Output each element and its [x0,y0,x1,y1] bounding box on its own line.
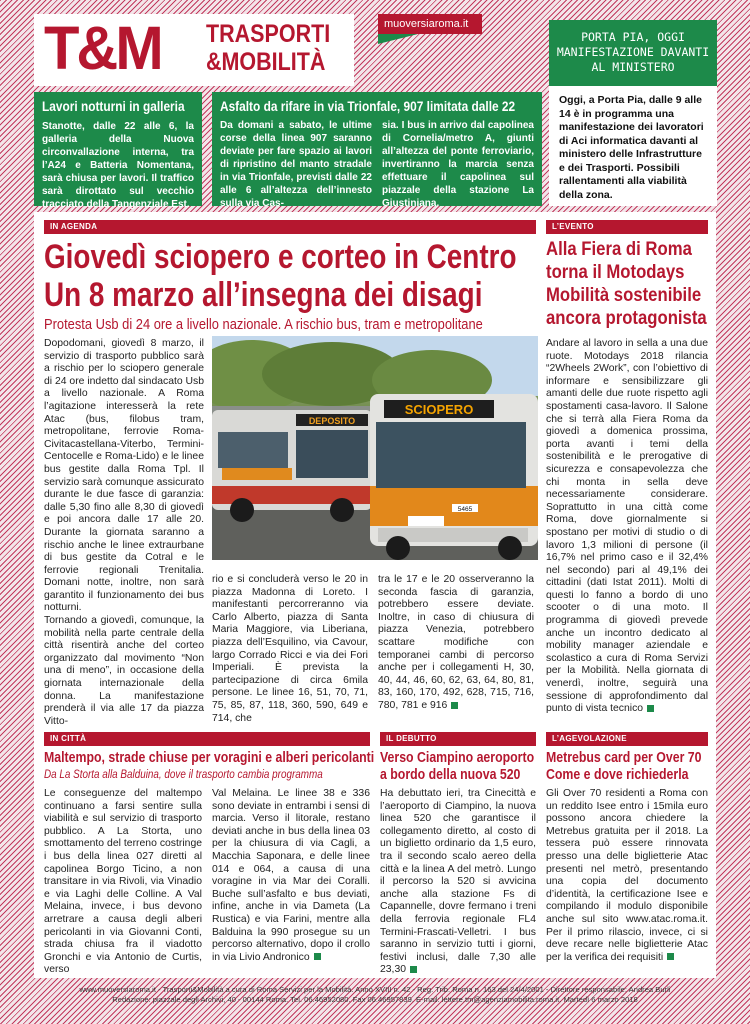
lead-column-3 [378,574,534,713]
section-bar-debutto: IL DEBUTTO [380,732,536,746]
bus-number: 5465 [457,506,473,513]
porta-pia-title: PORTA PIA, OGGI MANIFESTAZIONE DAVANTI AL MINISTERO [549,20,717,86]
debutto-headline-2: a bordo della nuova 520 [380,767,521,783]
footer-line-1: www.muoversiaroma.it - Trasporti&Mobilità a cura di Roma Servizi per la Mobilità. Anno XVIII n. 42 - Reg. Trib. Roma n. 163 del 24/4/2001 - Direttore responsabile: Andrea Burli [79,985,671,994]
lead-headline-2: Un 8 marzo all’insegna dei disagi [44,276,483,314]
citta-column-2 [212,788,370,964]
end-mark-icon [314,953,321,960]
bus-photo [212,336,538,560]
trionfale-title: Asfalto da rifare in via Trionfale, 907 limitata dalle 22 [220,99,516,114]
footer-line-2: Redazione: piazzale degli Archivi, 40 - 00144 Roma. Tel. 06.46952080. Fax 06.46957839. E-mail: lettere.tm@agenziamobilita.roma.it. Martedì 6 marzo 2018 [112,995,638,1004]
porta-pia-text: Oggi, a Porta Pia, dalle 9 alle 14 è in programma una manifestazione dei lavoratori di Aci informatica davanti al ministero delle Infrastrutture e dei Trasporti. Possibili rallentamenti alla viabilità della zona. [559,94,704,201]
bus-illustration [212,336,538,560]
logo-tm: T&M [44,14,161,83]
galleria-title: Lavori notturni in galleria [42,99,185,114]
citta-col2-text: Val Melaina. Le linee 38 e 336 sono deviate in entrambi i sensi di marcia. Verso il litorale, restano deviati anche in bus della linea 03 per la chiusura di via Cagli, a Macchia Saponara, e delle linee 014 e 064, a causa di una voragine in via Mar dei Coralli. Buche sull’asfalto e bus deviati, infine, anche in via Dameta (La Rustica) e via Farini, mentre alla Balduina la 990 prosegue su un percorso alternativo, dopo il crollo in via Livio Andronico [212,788,370,963]
trionfale-text-col1: Da domani a sabato, le ultime corse della linea 907 saranno deviate per fare spazio ai lavori di ripristino del manto stradale in via Trionfale, previsti dalle 22 alle 6 all’altezza dell’innesto sulla via Cas- [220,120,372,209]
evento-headline: Alla Fiera di Roma torna il Motodays Mobilità sostenibile ancora protagonista [546,239,707,329]
bus-front [370,394,538,560]
logo-line-1: TRASPORTI [206,20,331,48]
lead-col1-text: Dopodomani, giovedì 8 marzo, il servizio di trasporto pubblico sarà a rischio per lo sciopero generale di 24 ore indetto dal sindacato Usb a livello nazionale. A Roma l’agitazione interesserà la rete Atac (bus, filobus tram, metropolitane, ferrovie Roma-Civitacastellana-Viterbo, Termini-Centocelle e Roma-Lido) e le linee bus gestite dalla Roma Tpl. Il servizio sarà comunque assicurato durante le due fasce di garanzia: dalle 5,30 fino alle 8,30 di giovedì e poi ancora dalle 17 alle 20. Durante la giornata saranno a rischio anche le linee extraurbane di bus gestite da Cotral e le ferrovie regionali Trenitalia. Domani notte, inoltre, non sarà garantito il funzionamento dei bus notturni. [44,338,205,614]
galleria-text: Stanotte, dalle 22 alle 6, la galleria della Nuova circonvallazione interna, tra l’A24 e Batteria Nomentana, sarà chiusa per lavori. Il traffico sarà dirottato sul vecchio tracciato della Tangenziale Est. [42,121,194,210]
masthead-logo [34,14,354,86]
site-url-tag[interactable]: muoversiaroma.it [378,14,482,34]
end-mark-icon [451,702,458,709]
end-mark-icon [410,966,417,973]
agevolazione-headline-2: Come e dove richiederla [546,767,689,783]
agevolazione-text [546,788,708,964]
agevolazione-headline-1: Metrebus card per Over 70 [546,750,702,766]
end-mark-icon [667,953,674,960]
section-bar-citta: IN CITTÀ [44,732,370,746]
trionfale-box [212,92,542,209]
trionfale-text-col2: sia. I bus in arrivo dal capolinea di Cornelia/metro A, giunti all’altezza del ponte ferroviario, invertiranno la marcia senza effettuare il capolinea sul piazzale della stazione La Giustiniana. [382,120,534,209]
section-bar-agenda: IN AGENDA [44,220,536,234]
lead-column-1 [44,338,204,728]
end-mark-icon [647,705,654,712]
debutto-headline-1: Verso Ciampino aeroporto [380,750,535,766]
lead-col1b-text: Tornando a giovedì, comunque, la mobilità nella parte centrale della città risentirà anche del corteo organizzato dal movimento “Non una di meno”, in occasione della giornata internazionale della donna. La manifestazione prenderà il via alle 17 da piazza Vitto- [44,615,204,727]
galleria-box [34,92,202,210]
citta-headline: Maltempo, strade chiuse per voragini e alberi pericolanti [44,750,375,766]
bus-back [212,410,372,522]
bus-sign-front: SCIOPERO [404,402,474,417]
lead-col3-text: tra le 17 e le 20 osserveranno la seconda fascia di garanzia, potrebbero essere deviate. Inoltre, in caso di chiusura di piazza Venezia, potrebbero scattare modifiche con temporanei cambi di percorso anche per i collegamenti H, 30, 40, 44, 46, 60, 62, 63, 64, 80, 81, 83, 160, 170, 492, 628, 715, 716, 780, 781 e 916 [378,574,534,711]
porta-pia-box [549,20,717,206]
logo-line-2: &MOBILITÀ [206,48,326,76]
debutto-text [380,788,536,977]
citta-subhead: Da La Storta alla Balduina, dove il trasporto cambia programma [44,769,323,781]
section-bar-agevolazione: L’AGEVOLAZIONE [546,732,708,746]
section-bar-evento: L’EVENTO [546,220,708,234]
lead-column-2: rio e si concluderà verso le 20 in piazza Madonna di Loreto. I manifestanti percorreranno via Carlo Alberto, piazza di Santa Maria Maggiore, via Liberiana, piazza dell’Esquilino, via Cavour, largo Corrado Ricci e via dei Fori Imperiali. È prevista la partecipazione di circa 6mila persone. Le linee 16, 51, 70, 71, 75, 85, 87, 118, 360, 590, 649 e 714, che [212,574,368,724]
agevolazione-body: Gli Over 70 residenti a Roma con un reddito Isee entro i 15mila euro possono ancora chiedere la Metrebus gratuita per il 2018. La tessera può essere rinnovata presso una delle biglietterie Atac presenti nel metrò, presentando una copia del documento d’identità, la certificazione Isee e compilando il modulo disponibile anche sul sito www.atac.roma.it. Per il primo rilascio, invece, ci si deve recare nelle biglietterie Atac per la verifica dei requisiti [546,788,708,963]
main-panel [34,212,716,978]
footer [40,985,710,1005]
debutto-body: Ha debuttato ieri, tra Cinecittà e l’aeroporto di Ciampino, la nuova linea 520 che garantisce il collegamento diretto, al costo di un biglietto ordinario da 1,5 euro, tra il secondo scalo aereo della città e la linea A del metrò. Lungo il percorso la 520 si avvicina anche alla stazione Fs di Capannelle, dovre fermano i treni della ferrovia regionale FL4 Termini-Frascati-Velletri. I bus saranno in servizio tutti i giorni, festivi inclusi, dalle 7,30 alle 23,30 [380,788,536,976]
lead-headline-1: Giovedì sciopero e corteo in Centro [44,238,517,276]
evento-text [546,338,708,716]
site-tag-accent [378,34,418,44]
logo-wordmark [206,20,354,76]
citta-column-1: Le conseguenze del maltempo continuano a farsi sentire sulla viabilità e sul servizio di trasporto pubblico. A La Storta, uno smottamento del terreno costringe i bus della linea 027 diretti al capolinea Borgo Ticino, a non transitare in via Rivoli, via Vinadio e via Laghi delle Colline. A Val Melaina, invece, i bus devono arretrare a causa degli alberi pericolanti in via Giovanni Conti, strada chiusa fra il viadotto Gronchi e via Antonio de Curtis, verso [44,788,202,976]
evento-body: Andare al lavoro in sella a una due ruote. Motodays 2018 rilancia “2Wheels 2Work”, con l’obiettivo di informare e sensibilizzare gli amanti delle due ruote rispetto agli spostamenti casa-lavoro. Il Salone che si terrà alla Fiera Roma da giovedì a domenica prossima, porta avanti i temi della sostenibilità e le prerogative di sicurezza e consapevolezza che chi monta in sella deve necessariamente considerare. Soprattutto in una città come Roma, dove giornalmente si spostano per motivi di studio o di lavoro 1,3 milioni di persone (il 16,7% nel primo caso e il 32,4% nel secondo) pari al 49,1% dei cittadini (dati Istat 2011). Molti di questi lo fanno a bordo di uno scooter o di una moto. Il programma di giovedì prevede anche un incontro dedicato al mobility manager aziendale e scolastico a cura di Roma Servizi per la Mobilità. Nella giornata di venerdì, inoltre, seguirà una sessione di approfondimento dal punto di vista tecnico [546,338,708,715]
bus-sign-back: DEPOSITO [308,416,356,426]
lead-subhead: Protesta Usb di 24 ore a livello nazionale. A rischio bus, tram e metropolitane [44,316,483,333]
